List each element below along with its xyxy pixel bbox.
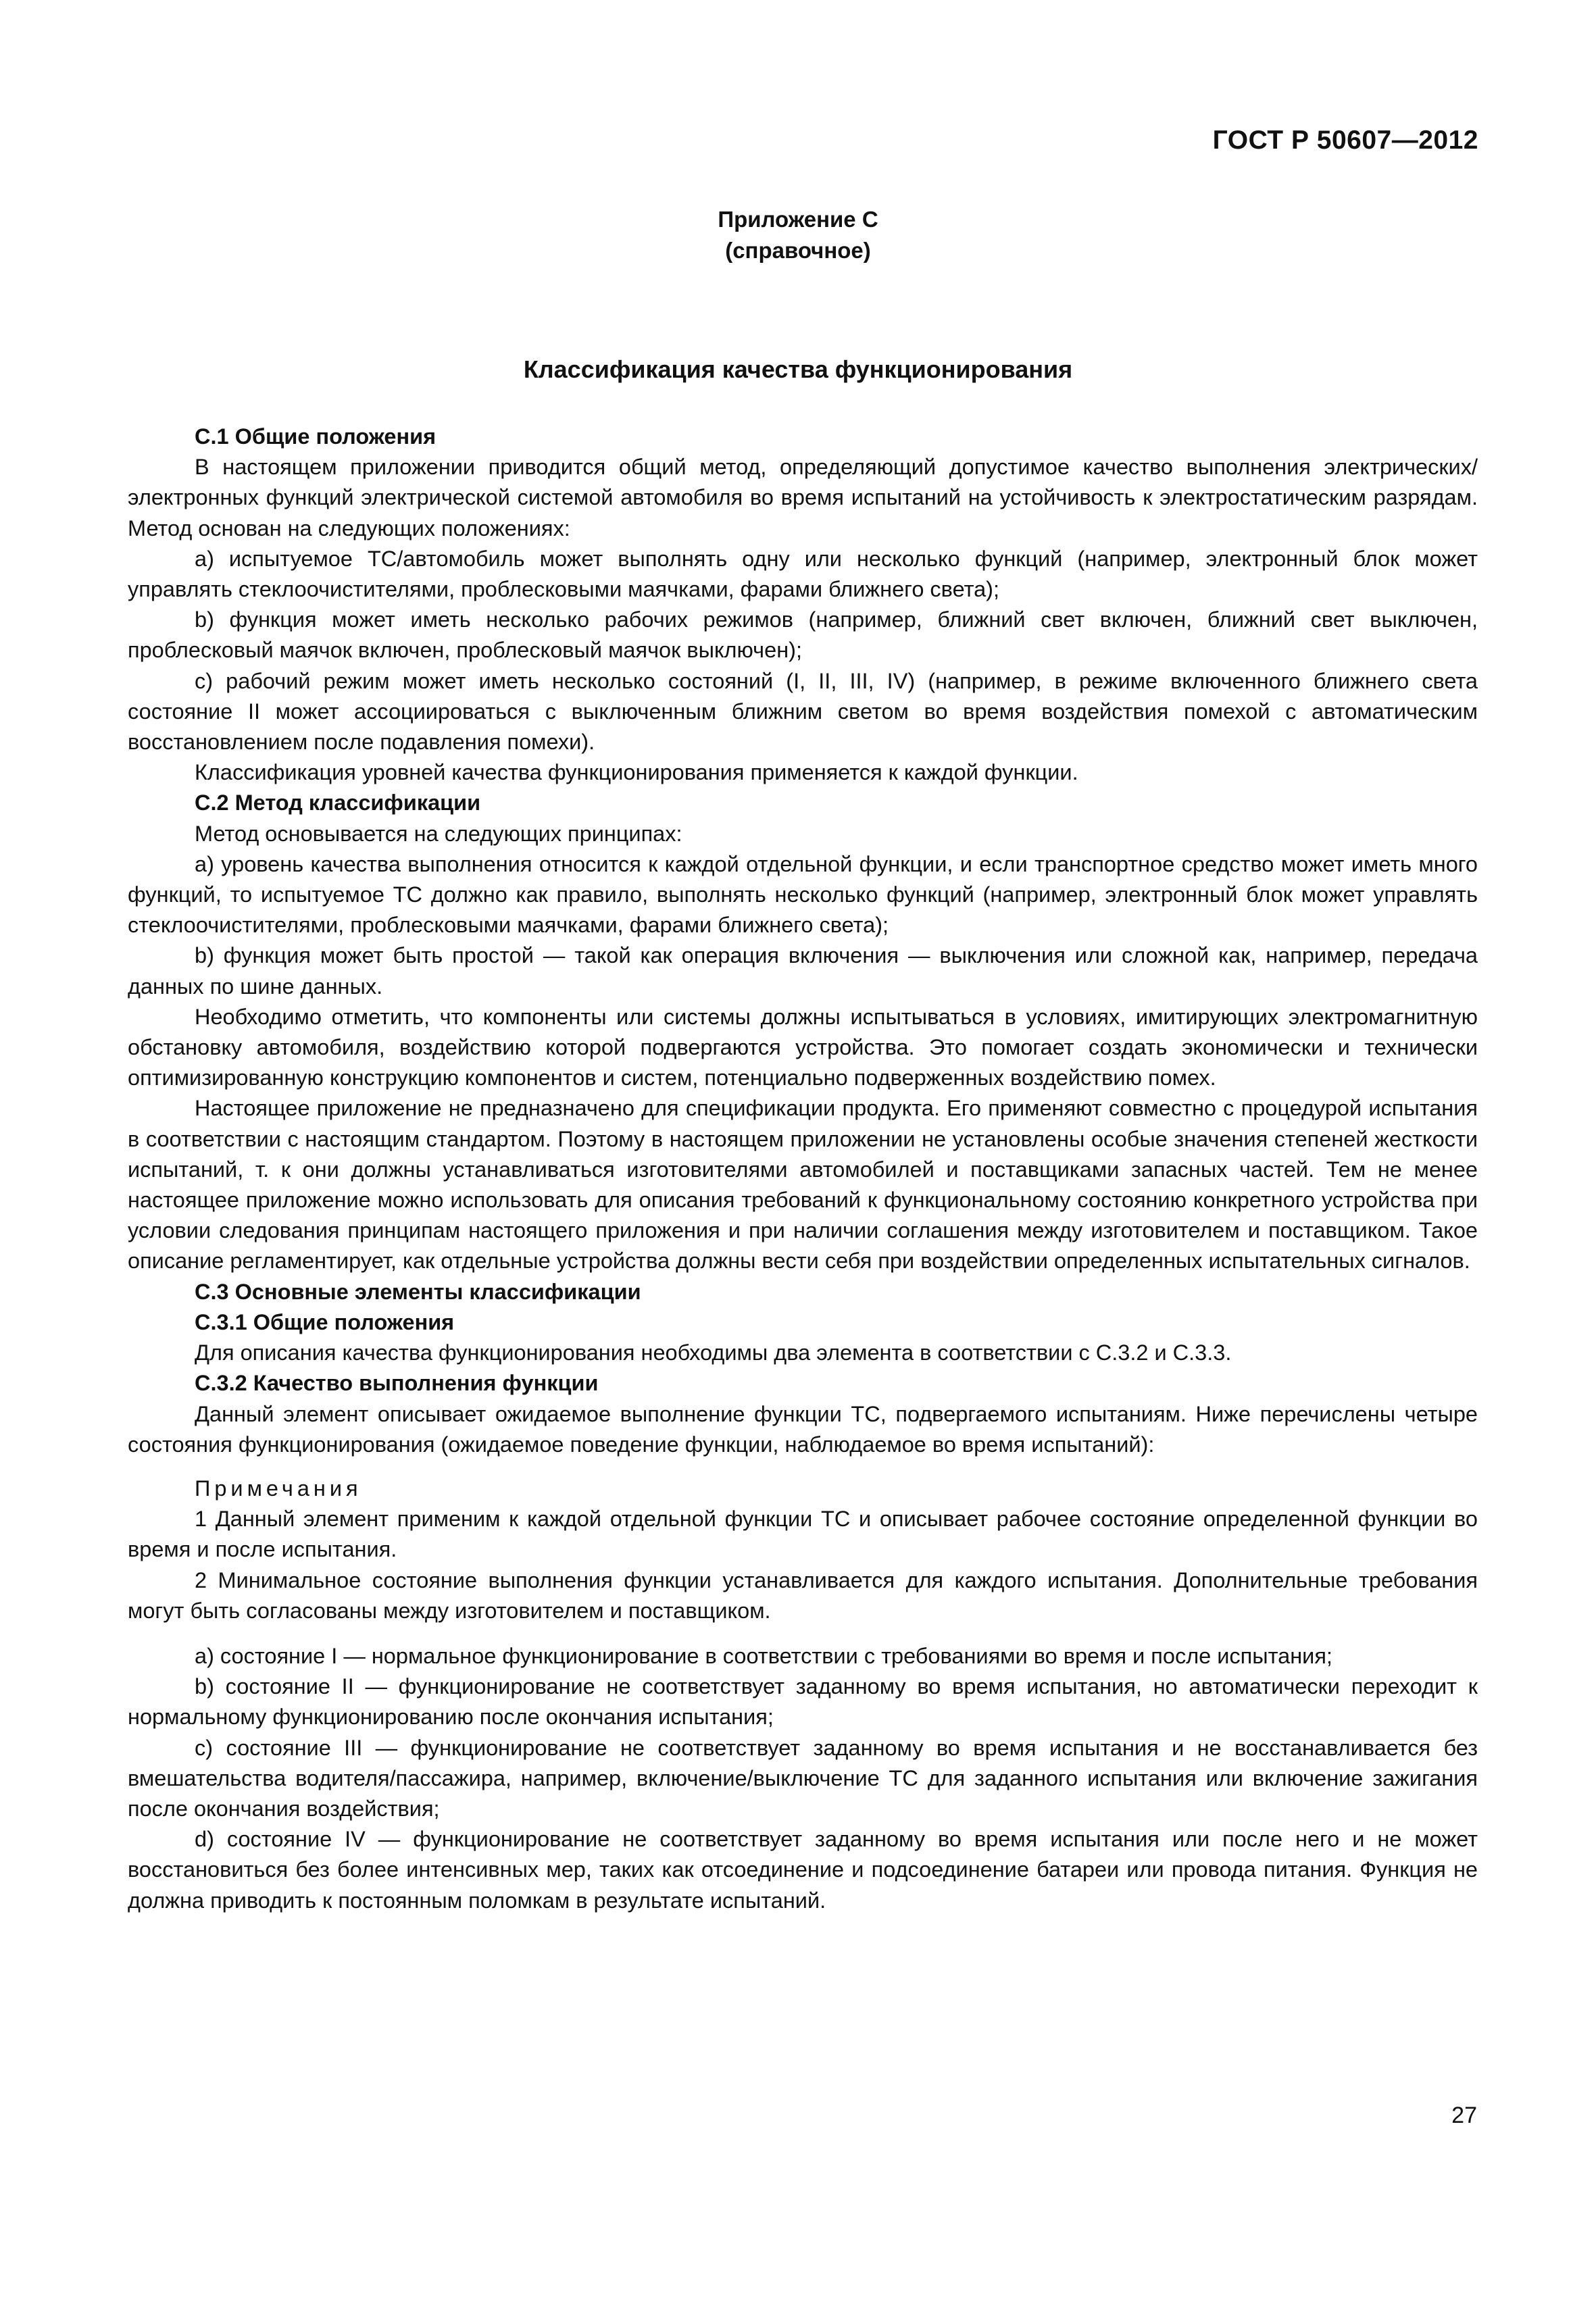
paragraph: Данный элемент описывает ожидаемое выполнение функции ТС, подвергаемого испытаниям. Ниже перечислены четыре состояния функционирования (ожидаемое поведение функции, наблюдаемое во время испытаний): [128,1401,1478,1457]
document-body [128,422,1478,1916]
paragraph: Настоящее приложение не предназначено для спецификации продукта. Его применяют совместно с процедурой испытания в соответствии с настоящим стандартом. Поэтому в настоящем приложении не установлены особые значения степеней жесткости испытаний, т. к они должны устанавливаться изготовителями автомобилей и поставщиками запасных частей. Тем не менее настоящее приложение можно использовать для описания требований к функциональному состоянию конкретного устройства при условии следования принципам настоящего приложения и при наличии соглашения между изготовителем и поставщиком. Такое описание регламентирует, как отдельные устройства должны вести себя при воздействии определенных испытательных сигналов. [128,1096,1478,1274]
note-item: 1 Данный элемент применим к каждой отдельной функции ТС и описывает рабочее состояние определенной функции во время и после испытания. [128,1507,1478,1562]
paragraph: В настоящем приложении приводится общий метод, определяющий допустимое качество выполнения электрических/электронных функций электрической системой автомобиля во время испытаний на устойчивость к электростатическим разрядам. Метод основан на следующих положениях: [128,455,1478,540]
section-heading-c2: С.2 Метод классификации [195,790,481,815]
annex-kind: (справочное) [725,238,871,263]
list-item: a) испытуемое ТС/автомобиль может выполнять одну или несколько функций (например, электронный блок может управлять стеклоочистителями, проблесковыми маячками, фарами ближнего света); [128,546,1478,602]
list-item: a) состояние I — нормальное функционирование в соответствии с требованиями во время и после испытания; [195,1643,1332,1668]
note-item: 2 Минимальное состояние выполнения функции устанавливается для каждого испытания. Дополнительные требования могут быть согласованы между изготовителем и поставщиком. [128,1567,1478,1623]
section-heading-c32: С.3.2 Качество выполнения функции [195,1371,599,1396]
paragraph: Для описания качества функционирования необходимы два элемента в соответствии с С.3.2 и С.3.3. [195,1340,1232,1365]
paragraph: Необходимо отметить, что компоненты или системы должны испытываться в условиях, имитирующих электромагнитную обстановку автомобиля, воздействию которой подвергаются устройства. Это помогает создать экономически и технически оптимизированную конструкцию компонентов и систем, потенциально подверженных воздействию помех. [128,1004,1478,1090]
section-heading-c31: С.3.1 Общие положения [195,1309,455,1334]
section-heading-c1: С.1 Общие положения [195,424,437,449]
list-item: b) состояние II — функционирование не соответствует заданному во время испытания, но автоматически переходит к нормальному функционированию после окончания испытания; [128,1674,1478,1730]
list-item: c) рабочий режим может иметь несколько состояний (I, II, III, IV) (например, в режиме включенного ближнего света состояние II может ассоциироваться с выключенным ближним светом во время воздействия помехой с автоматическим восстановлением после подавления помехи). [128,668,1478,755]
list-item: b) функция может иметь несколько рабочих режимов (например, ближний свет включен, ближний свет выключен, проблесковый маячок включен, проблесковый маячок выключен); [128,607,1478,663]
document-code: ГОСТ Р 50607—2012 [1212,126,1478,155]
list-item: d) состояние IV — функционирование не соответствует заданному во время испытания или после него и не может восстановиться без более интенсивных мер, таких как отсоединение и подсоединение батареи или провода питания. Функция не должна приводить к постоянным поломкам в результате испытаний. [128,1827,1478,1913]
paragraph: Классификация уровней качества функционирования применяется к каждой функции. [195,760,1078,785]
paragraph: Метод основывается на следующих принципах: [195,821,682,846]
list-item: c) состояние III — функционирование не соответствует заданному во время испытания и не восстанавливается без вмешательства водителя/пассажира, например, включение/выключение ТС для заданного испытания или включение зажигания после окончания воздействия; [128,1735,1478,1821]
annex-title: Классификация качества функционирования [523,355,1073,383]
annex-label-block [0,204,1596,266]
page-number: 27 [1451,2103,1477,2128]
list-item: a) уровень качества выполнения относится к каждой отдельной функции, и если транспортное средство может иметь много функций, то испытуемое ТС должно как правило, выполнять несколько функций (например, электронный блок может управлять стеклоочистителями, проблесковыми маячками, фарами ближнего света); [128,851,1478,938]
section-heading-c3: С.3 Основные элементы классификации [195,1279,641,1304]
annex-label: Приложение С [718,207,878,232]
list-item: b) функция может быть простой — такой как операция включения — выключения или сложной как, например, передача данных по шине данных. [128,943,1478,999]
notes-heading: Примечания [195,1476,362,1501]
